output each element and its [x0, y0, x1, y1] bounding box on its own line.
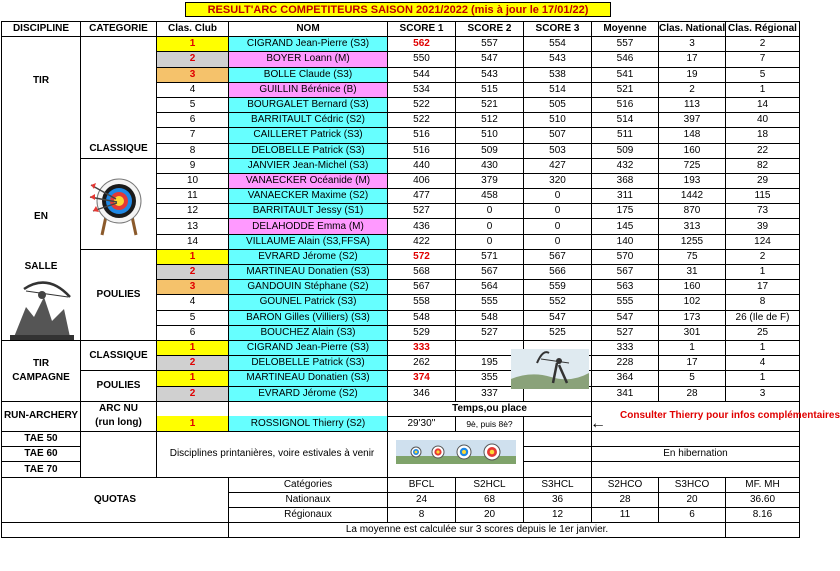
empty-cell [524, 432, 592, 447]
discipline-campagne [2, 340, 81, 401]
score-1: 477 [388, 189, 456, 204]
regional-rank: 1 [726, 371, 800, 386]
field-archer-icon [511, 349, 589, 389]
tae-status: En hibernation [592, 447, 800, 462]
club-rank: 10 [157, 173, 229, 188]
targets-image-cell [388, 432, 524, 478]
score-3: 510 [524, 113, 592, 128]
table-row [2, 249, 800, 264]
score-2: 0 [456, 234, 524, 249]
discipline-label: CAMPAGNE [12, 371, 70, 383]
archer-name: BOYER Loann (M) [229, 52, 388, 67]
club-rank: 12 [157, 204, 229, 219]
score-1: 436 [388, 219, 456, 234]
archer-name: DELAHODDE Emma (M) [229, 219, 388, 234]
club-rank: 2 [157, 386, 229, 401]
empty-cell [524, 416, 592, 431]
archer-name: EVRARD Jérome (S2) [229, 386, 388, 401]
score-2: 567 [456, 265, 524, 280]
regional-rank: 22 [726, 143, 800, 158]
score-2: 512 [456, 113, 524, 128]
national-rank: 313 [659, 219, 726, 234]
footer-row [2, 523, 800, 538]
score-2: 527 [456, 325, 524, 340]
club-rank: 5 [157, 97, 229, 112]
regional-rank: 29 [726, 173, 800, 188]
score-3: 552 [524, 295, 592, 310]
archer-name: EVRARD Jérome (S2) [229, 249, 388, 264]
archer-name: MARTINEAU Donatien (S3) [229, 371, 388, 386]
score-3: 0 [524, 234, 592, 249]
national-rank: 5 [659, 371, 726, 386]
regional-rank: 73 [726, 204, 800, 219]
quota-value: S2HCO [592, 477, 659, 492]
empty-cell [157, 401, 229, 416]
col-header: SCORE 3 [524, 22, 592, 37]
quota-value: 8.16 [726, 508, 800, 523]
national-rank: 193 [659, 173, 726, 188]
average: 341 [592, 386, 659, 401]
archer-name: GOUNEL Patrick (S3) [229, 295, 388, 310]
national-rank: 19 [659, 67, 726, 82]
empty-cell [592, 462, 800, 477]
quota-value: 68 [456, 492, 524, 507]
category-label: CLASSIQUE [89, 349, 148, 361]
quota-value: 28 [592, 492, 659, 507]
quota-value: S3HCL [524, 477, 592, 492]
score-1: 562 [388, 37, 456, 52]
club-rank: 7 [157, 128, 229, 143]
discipline-label: SALLE [24, 261, 58, 273]
score-1: 262 [388, 356, 456, 371]
club-rank: 2 [157, 356, 229, 371]
run-place: 9è, puis 8è? [456, 416, 524, 431]
category-label: POULIES [96, 380, 141, 391]
score-3 [524, 356, 592, 371]
score-3: 503 [524, 143, 592, 158]
national-rank: 17 [659, 356, 726, 371]
average: 175 [592, 204, 659, 219]
club-rank: 14 [157, 234, 229, 249]
regional-rank: 40 [726, 113, 800, 128]
left-arrow-icon: ← [590, 415, 606, 433]
archer-name: BARRITAULT Cédric (S2) [229, 113, 388, 128]
regional-rank: 2 [726, 249, 800, 264]
quota-value: MF. MH [726, 477, 800, 492]
archer-name: GUILLIN Bérénice (B) [229, 82, 388, 97]
score-1: 422 [388, 234, 456, 249]
archer-name: MARTINEAU Donatien (S3) [229, 265, 388, 280]
national-rank: 1442 [659, 189, 726, 204]
empty-cell [81, 432, 157, 478]
average: 521 [592, 82, 659, 97]
empty-cell [524, 462, 592, 477]
club-rank: 1 [157, 340, 229, 355]
category-campagne_classique [81, 340, 157, 370]
average: 555 [592, 295, 659, 310]
col-header: Clas. National [659, 22, 726, 37]
club-rank: 1 [157, 371, 229, 386]
national-rank: 301 [659, 325, 726, 340]
score-2: 355 [456, 371, 524, 386]
score-1: 346 [388, 386, 456, 401]
national-rank: 160 [659, 143, 726, 158]
col-header: Clas. Club [157, 22, 229, 37]
regional-rank: 124 [726, 234, 800, 249]
score-3: 507 [524, 128, 592, 143]
score-1: 406 [388, 173, 456, 188]
score-2: 0 [456, 219, 524, 234]
run-time: 29'30'' [388, 416, 456, 431]
score-2: 571 [456, 249, 524, 264]
national-rank: 102 [659, 295, 726, 310]
average: 547 [592, 310, 659, 325]
category-image-cell [81, 158, 157, 249]
national-rank: 397 [659, 113, 726, 128]
club-rank: 13 [157, 219, 229, 234]
national-rank: 3 [659, 37, 726, 52]
regional-rank: 14 [726, 97, 800, 112]
score-3: 567 [524, 249, 592, 264]
score-1: 568 [388, 265, 456, 280]
col-header: CATEGORIE [81, 22, 157, 37]
quota-value: 36 [524, 492, 592, 507]
empty-cell [726, 523, 800, 538]
national-rank: 75 [659, 249, 726, 264]
average: 563 [592, 280, 659, 295]
score-2: 555 [456, 295, 524, 310]
score-1: 529 [388, 325, 456, 340]
discipline-label: TIR [32, 357, 50, 369]
quota-value: 6 [659, 508, 726, 523]
score-3: 559 [524, 280, 592, 295]
discipline-label: EN [34, 211, 48, 223]
score-2: 548 [456, 310, 524, 325]
score-3: 0 [524, 189, 592, 204]
score-3: 505 [524, 97, 592, 112]
archer-name: CAILLERET Patrick (S3) [229, 128, 388, 143]
table-row [2, 37, 800, 52]
score-3: 427 [524, 158, 592, 173]
regional-rank: 8 [726, 295, 800, 310]
regional-rank: 4 [726, 356, 800, 371]
archer-name: DELOBELLE Patrick (S3) [229, 356, 388, 371]
club-rank: 3 [157, 67, 229, 82]
col-header: Moyenne [592, 22, 659, 37]
col-header: Clas. Régional [726, 22, 800, 37]
tae-text-label: Disciplines printanières, voire estivales à venir [169, 448, 375, 460]
quota-row [2, 477, 800, 492]
quota-value: BFCL [388, 477, 456, 492]
national-rank: 28 [659, 386, 726, 401]
discipline-label: TIR [32, 75, 50, 87]
score-1: 440 [388, 158, 456, 173]
run-header-row [2, 401, 800, 416]
club-rank: 2 [157, 52, 229, 67]
score-3: 514 [524, 82, 592, 97]
targets-row-icon [396, 440, 516, 464]
score-3: 0 [524, 204, 592, 219]
score-2: 379 [456, 173, 524, 188]
archer-name: BARRITAULT Jessy (S1) [229, 204, 388, 219]
average: 567 [592, 265, 659, 280]
national-rank: 2 [659, 82, 726, 97]
quota-row-label: Régionaux [229, 508, 388, 523]
score-2: 543 [456, 67, 524, 82]
empty-cell [2, 523, 229, 538]
club-rank: 4 [157, 295, 229, 310]
category-arc-nu [81, 401, 157, 431]
time-header: Temps,ou place [388, 401, 592, 416]
score-1: 558 [388, 295, 456, 310]
archer-name: JANVIER Jean-Michel (S3) [229, 158, 388, 173]
score-1: 544 [388, 67, 456, 82]
score-3: 538 [524, 67, 592, 82]
score-1: 516 [388, 128, 456, 143]
regional-rank: 2 [726, 37, 800, 52]
results-table [1, 21, 840, 538]
table-row [2, 158, 800, 173]
col-header: SCORE 2 [456, 22, 524, 37]
quota-value: 24 [388, 492, 456, 507]
national-rank: 31 [659, 265, 726, 280]
quota-row-label: Nationaux [229, 492, 388, 507]
club-rank: 5 [157, 310, 229, 325]
archer-name: ROSSIGNOL Thierry (S2) [229, 416, 388, 431]
empty-cell [524, 447, 592, 462]
archer-name: DELOBELLE Patrick (S3) [229, 143, 388, 158]
score-2: 0 [456, 204, 524, 219]
notice-text: Consulter Thierry pour infos complémentaires [620, 410, 840, 422]
regional-rank: 18 [726, 128, 800, 143]
regional-rank: 1 [726, 340, 800, 355]
average: 527 [592, 325, 659, 340]
quota-value: 20 [456, 508, 524, 523]
national-rank: 1 [659, 340, 726, 355]
category-label: POULIES [96, 288, 141, 300]
archery-target-icon [88, 165, 150, 243]
score-2: 509 [456, 143, 524, 158]
quota-value: S2HCL [456, 477, 524, 492]
average: 333 [592, 340, 659, 355]
category-poulies [81, 249, 157, 340]
average: 364 [592, 371, 659, 386]
quotas-label: QUOTAS [2, 477, 229, 523]
tae-text [157, 432, 388, 478]
quota-value: 12 [524, 508, 592, 523]
average: 228 [592, 356, 659, 371]
average: 557 [592, 37, 659, 52]
average: 311 [592, 189, 659, 204]
score-2: 557 [456, 37, 524, 52]
archer-name: BARON Gilles (Villiers) (S3) [229, 310, 388, 325]
archer-name: BOLLE Claude (S3) [229, 67, 388, 82]
national-rank: 173 [659, 310, 726, 325]
club-rank: 8 [157, 143, 229, 158]
score-1: 522 [388, 113, 456, 128]
score-2: 430 [456, 158, 524, 173]
regional-rank: 82 [726, 158, 800, 173]
score-1: 567 [388, 280, 456, 295]
club-rank: 6 [157, 113, 229, 128]
average: 368 [592, 173, 659, 188]
footer-note: La moyenne est calculée sur 3 scores depuis le 1er janvier. [229, 523, 726, 538]
regional-rank: 1 [726, 82, 800, 97]
average: 546 [592, 52, 659, 67]
archer-name: VANAECKER Maxime (S2) [229, 189, 388, 204]
archer-name: CIGRAND Jean-Pierre (S3) [229, 340, 388, 355]
score-2: 521 [456, 97, 524, 112]
discipline-tae60: TAE 60 [2, 447, 81, 462]
average: 140 [592, 234, 659, 249]
average: 432 [592, 158, 659, 173]
score-3: 566 [524, 265, 592, 280]
national-rank: 870 [659, 204, 726, 219]
discipline-salle [2, 37, 81, 341]
regional-rank: 17 [726, 280, 800, 295]
average: 570 [592, 249, 659, 264]
club-rank: 9 [157, 158, 229, 173]
score-3: 554 [524, 37, 592, 52]
regional-rank: 5 [726, 67, 800, 82]
archer-name: BOURGALET Bernard (S3) [229, 97, 388, 112]
average: 511 [592, 128, 659, 143]
regional-rank: 115 [726, 189, 800, 204]
regional-rank: 25 [726, 325, 800, 340]
national-rank: 160 [659, 280, 726, 295]
score-2: 195 [456, 356, 524, 371]
club-rank: 11 [157, 189, 229, 204]
quota-row-label: Catégories [229, 477, 388, 492]
national-rank: 148 [659, 128, 726, 143]
empty-cell [592, 432, 800, 447]
national-rank: 113 [659, 97, 726, 112]
club-rank: 4 [157, 82, 229, 97]
archer-name: VILLAUME Alain (S3,FFSA) [229, 234, 388, 249]
col-header: SCORE 1 [388, 22, 456, 37]
club-rank: 1 [157, 37, 229, 52]
quota-value: 36.60 [726, 492, 800, 507]
score-3: 0 [524, 219, 592, 234]
national-rank: 725 [659, 158, 726, 173]
average: 516 [592, 97, 659, 112]
score-1: 550 [388, 52, 456, 67]
national-rank: 17 [659, 52, 726, 67]
col-header: DISCIPLINE [2, 22, 81, 37]
score-1: 572 [388, 249, 456, 264]
score-1: 374 [388, 371, 456, 386]
score-1: 534 [388, 82, 456, 97]
discipline-tae50: TAE 50 [2, 432, 81, 447]
score-3: 543 [524, 52, 592, 67]
average: 145 [592, 219, 659, 234]
score-1: 516 [388, 143, 456, 158]
col-header: NOM [229, 22, 388, 37]
score-2: 515 [456, 82, 524, 97]
score-2: 510 [456, 128, 524, 143]
quota-value: S3HCO [659, 477, 726, 492]
category-classique [81, 37, 157, 159]
score-1: 548 [388, 310, 456, 325]
discipline-run: RUN-ARCHERY [2, 401, 81, 431]
category-campagne_poulies [81, 371, 157, 401]
archer-name: BOUCHEZ Alain (S3) [229, 325, 388, 340]
score-2: 337 [456, 386, 524, 401]
score-1: 527 [388, 204, 456, 219]
score-2: 547 [456, 52, 524, 67]
category-label: ARC NU [99, 403, 138, 415]
club-rank: 3 [157, 280, 229, 295]
page-title: RESULT'ARC COMPETITEURS SAISON 2021/2022 (mis à jour le 17/01/22) [185, 2, 611, 17]
score-3: 547 [524, 310, 592, 325]
regional-rank: 3 [726, 386, 800, 401]
archer-name: GANDOUIN Stéphane (S2) [229, 280, 388, 295]
score-2: 458 [456, 189, 524, 204]
regional-rank: 1 [726, 265, 800, 280]
header-row [2, 22, 800, 37]
category-label: (run long) [95, 417, 142, 429]
average: 509 [592, 143, 659, 158]
archer-name: CIGRAND Jean-Pierre (S3) [229, 37, 388, 52]
national-rank: 1255 [659, 234, 726, 249]
club-rank: 2 [157, 265, 229, 280]
table-row [2, 371, 800, 386]
quota-value: 20 [659, 492, 726, 507]
club-rank: 6 [157, 325, 229, 340]
notice-cell [590, 401, 840, 433]
club-rank: 1 [157, 249, 229, 264]
score-1: 333 [388, 340, 456, 355]
average: 514 [592, 113, 659, 128]
tae-row [2, 432, 800, 447]
discipline-tae70: TAE 70 [2, 462, 81, 477]
club-rank: 1 [157, 416, 229, 431]
quota-value: 8 [388, 508, 456, 523]
score-1: 522 [388, 97, 456, 112]
regional-rank: 26 (Ile de F) [726, 310, 800, 325]
regional-rank: 7 [726, 52, 800, 67]
category-label: CLASSIQUE [89, 142, 148, 154]
archer-statue-icon [4, 277, 78, 341]
quota-value: 11 [592, 508, 659, 523]
score-3: 320 [524, 173, 592, 188]
empty-cell [229, 401, 388, 416]
average: 541 [592, 67, 659, 82]
score-2: 564 [456, 280, 524, 295]
archer-name: VANAECKER Océanide (M) [229, 173, 388, 188]
regional-rank: 39 [726, 219, 800, 234]
table-row [2, 340, 800, 355]
score-3: 525 [524, 325, 592, 340]
